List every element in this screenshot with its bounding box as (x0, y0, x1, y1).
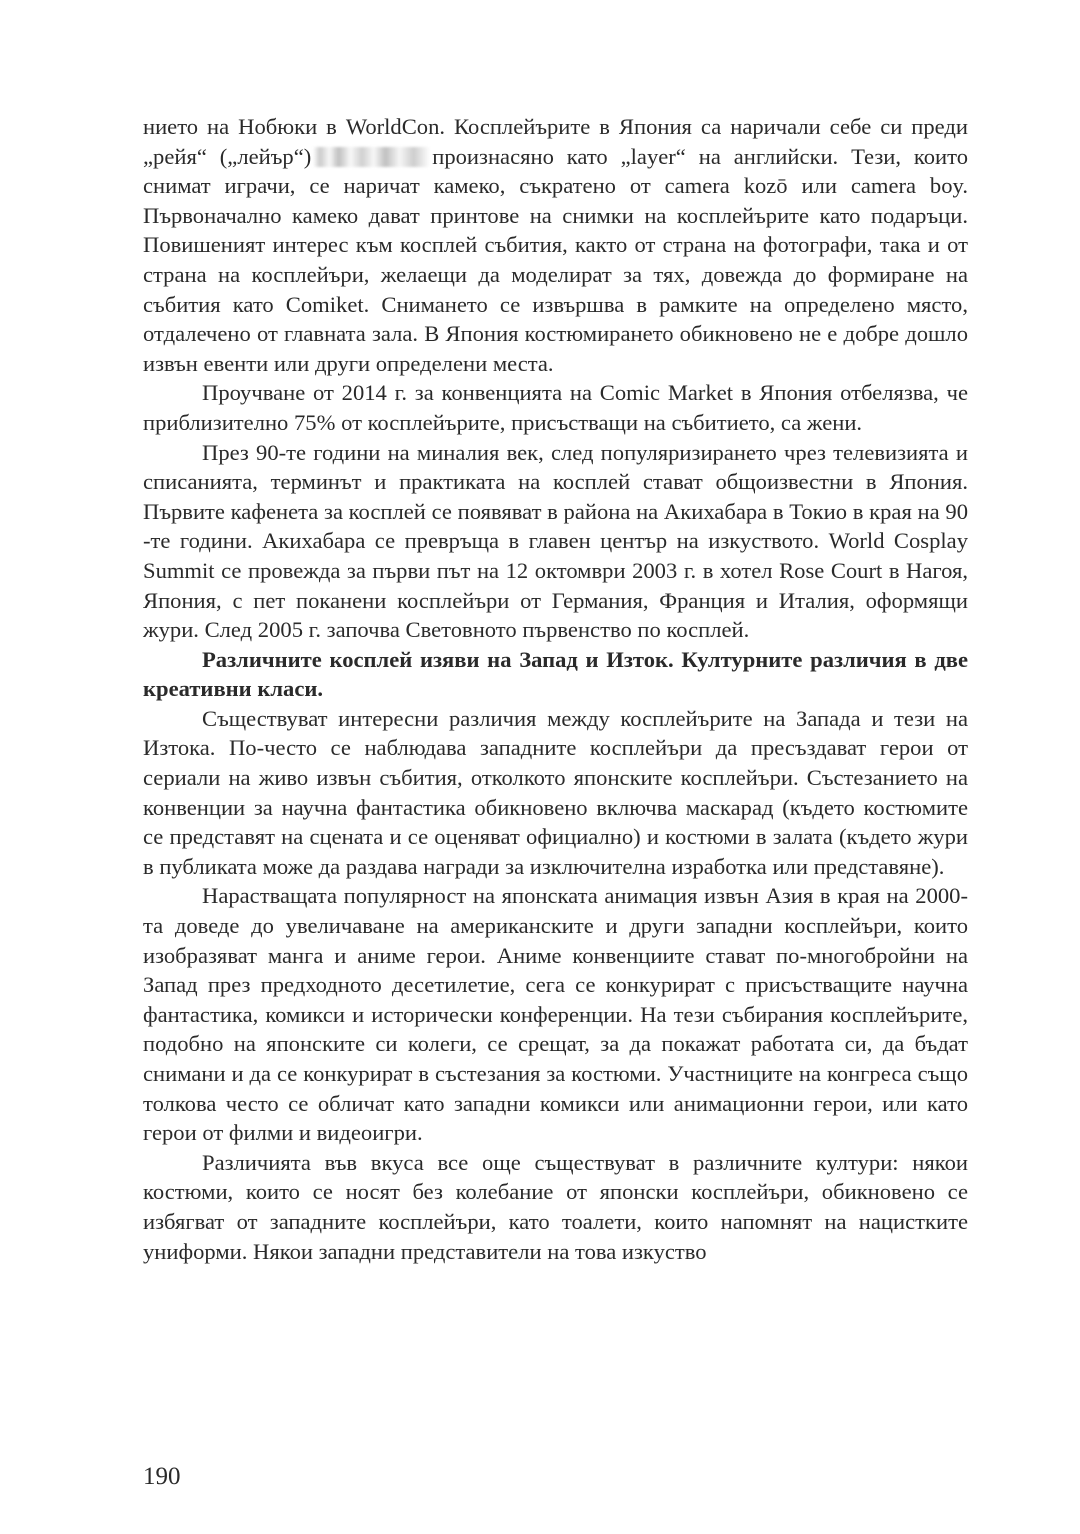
paragraph-3: През 90-те години на миналия век, след популяризирането чрез телевизията и списанията, терминът и практиката на косплей стават общоизвестни в Япония. Първите кафенета за косплей се появяват в района на Акихабара в Токио в края на 90 -те години. Акихабара се превръща в главен център на изкуството. World Cosplay Summit се провежда за първи път на 12 октомври 2003 г. в хотел Rose Court в Нагоя, Япония, с пет поканени косплейъри от Германия, Франция и Италия, оформящи жури. След 2005 г. започва Световното първенство по косплей. (143, 439, 968, 643)
blurred-japanese-text (313, 147, 430, 167)
paragraph-1-part-2: произнасяно като „layer“ на английски. Тези, които снимат играчи, се наричат камеко, съкратено от camera kozō или camera boy. Първоначално камеко дават принтове на снимки на косплейърите като подаръци. Повишеният интерес към косплей събития, както от страна на фотографи, така и от страна на косплейъри, желаещи да моделират за тях, довежда до формиране на събития като Comiket. Снимането се извършва в рамките на определено място, отдалечено от главната зала. В Япония костюмирането обикновено не е добре дошло извън евенти или други определени места. (143, 143, 968, 376)
section-heading: Различните косплей изяви на Запад и Изток. Културните различия в две креативни класи. (143, 646, 968, 702)
paragraph-1 (143, 112, 968, 378)
paragraph-6: Различията във вкуса все още съществуват в различните култури: някои костюми, които се носят без колебание от японски косплейъри, обикновено се избягват от западните косплейъри, като тоалети, които напомнят на нацистките униформи. Някои западни представители на това изкуство (143, 1149, 968, 1264)
paragraph-1-part-1: нието на Нобюки в WorldCon. Косплейърите в Япония са наричали себе си преди „рейя“ („лейър“) (143, 114, 968, 169)
page-body (143, 112, 968, 1266)
paragraph-4: Съществуват интересни различия между косплейърите на Запада и тези на Изтока. По-често се наблюдава западните косплейъри да пресъздават герои от сериали на живо извън събития, отколкото японските косплейъри. Състезанието на конвенции за научна фантастика обикновено включва маскарад (където костюмите се представят на сцената и се оценяват официално) и костюми в залата (където жури в публиката може да раздава награди за изключителна изработка или представяне). (143, 705, 968, 879)
paragraph-2: Проучване от 2014 г. за конвенцията на Comic Market в Япония отбелязва, че приблизително 75% от косплейърите, присъстващи на събитието, са жени. (143, 380, 968, 435)
page-number: 190 (143, 1463, 181, 1490)
paragraph-5: Нарастващата популярност на японската анимация извън Азия в края на 2000-та доведе до увеличаване на американските и други западни косплейъри, които изобразяват манга и аниме герои. Аниме конвенциите стават по-многобройни на Запад през предходното десетилетие, сега се конкурират с присъстващите научна фантастика, комикси и исторически конференции. На тези събирания косплейърите, подобно на японските си колеги, се срещат, за да покажат работата си, да бъдат снимани и да се конкурират в състезания за костюми. Участниците на конгреса също толкова често се обличат като западни комикси или анимационни герои, или като герои от филми и видеоигри. (143, 883, 968, 1146)
